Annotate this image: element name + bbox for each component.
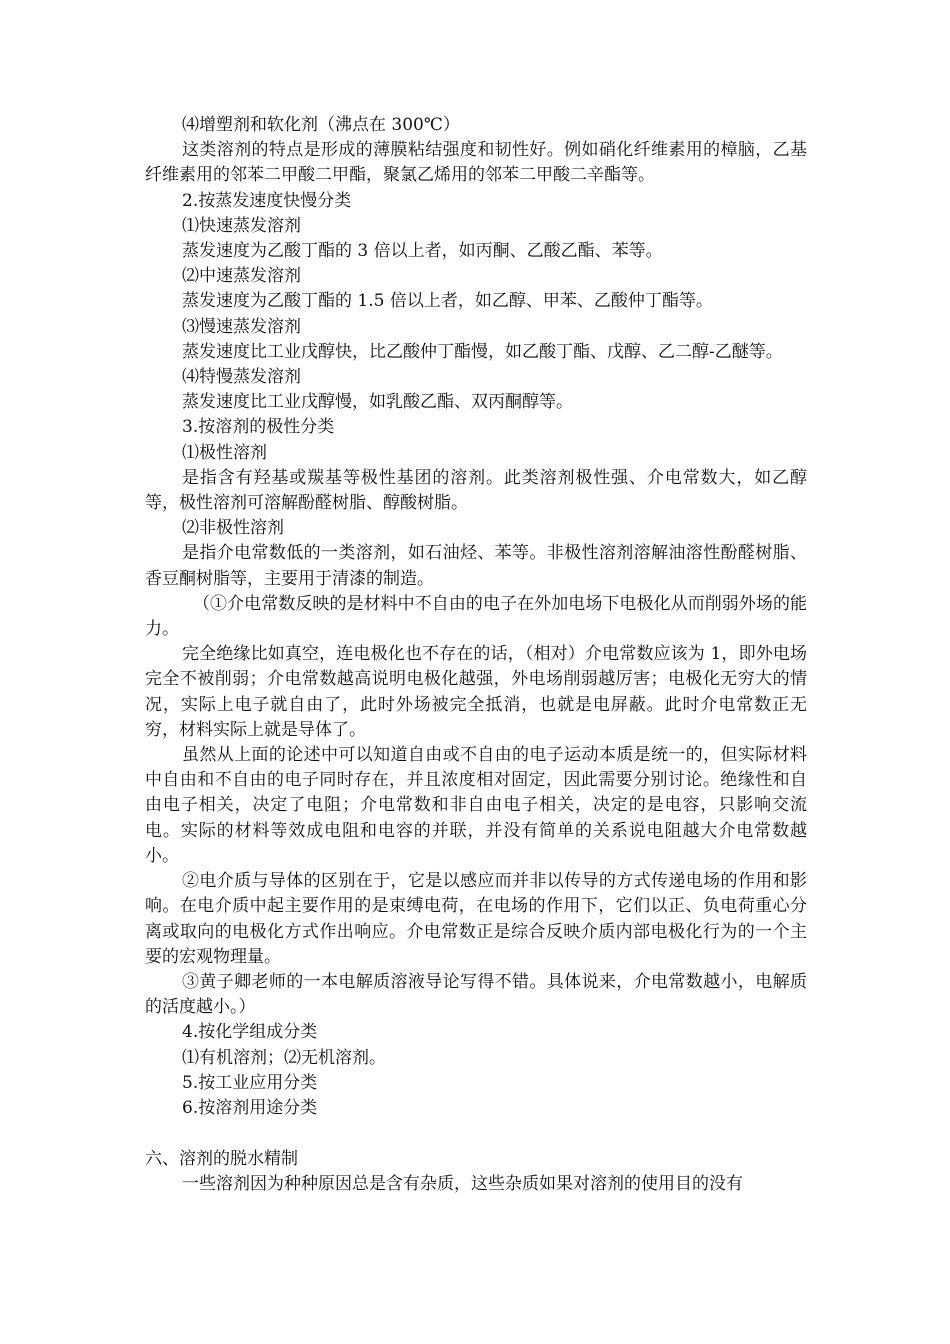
note-paragraph: ③黄子卿老师的一本电解质溶液导论写得不错。具体说来，介电常数越小，电解质的活度越小。） — [145, 971, 807, 1018]
section-heading: 2.按蒸发速度快慢分类 — [182, 190, 352, 211]
paragraph: 一些溶剂因为种种原因总是含有杂质，这些杂质如果对溶剂的使用目的没有 — [182, 1174, 743, 1195]
paragraph: 蒸发速度比工业戊醇慢，如乳酸乙酯、双丙酮醇等。 — [182, 392, 573, 413]
section-heading: 4.按化学组成分类 — [182, 1022, 318, 1043]
note-paragraph: ②电介质与导体的区别在于，它是以感应而并非以传导的方式传递电场的作用和影响。在电介质中起主要作用的是束缚电荷，在电场的作用下，它们以正、负电荷重心分离或取向的电极化方式作出响应。介电常数正是综合反映介质内部电极化行为的一个主要的宏观物理量。 — [145, 871, 807, 967]
section-heading: 3.按溶剂的极性分类 — [182, 417, 335, 438]
subheading: ⑷特慢蒸发溶剂 — [182, 367, 301, 388]
section-heading: 5.按工业应用分类 — [182, 1072, 318, 1093]
paragraph: ⑷增塑剂和软化剂（沸点在 300℃） — [182, 115, 460, 135]
subheading: ⑵中速蒸发溶剂 — [182, 266, 301, 287]
subheading: ⑶慢速蒸发溶剂 — [182, 316, 301, 337]
paragraph: 是指介电常数低的一类溶剂，如石油烃、苯等。非极性溶剂溶解油溶性酚醛树脂、香豆酮树脂等，主要用于清漆的制造。 — [145, 543, 807, 589]
document-body — [145, 113, 807, 1198]
note-paragraph: 完全绝缘比如真空，连电极化也不存在的话，（相对）介电常数应该为 1，即外电场完全不被削弱；介电常数越高说明电极化越强，外电场削弱越厉害；电极化无穷大的情况，实际上电子就自由了，此时外场被完全抵消，也就是电屏蔽。此时介电常数正无穷，材料实际上就是导体了。 — [145, 644, 807, 740]
subheading: ⑵非极性溶剂 — [182, 518, 284, 539]
paragraph: 蒸发速度为乙酸丁酯的 3 倍以上者，如丙酮、乙酸乙酯、苯等。 — [182, 241, 663, 262]
chapter-heading: 六、溶剂的脱水精制 — [145, 1149, 298, 1170]
paragraph: 蒸发速度比工业戊醇快，比乙酸仲丁酯慢，如乙酸丁酯、戊醇、乙二醇-乙醚等。 — [182, 341, 783, 362]
paragraph: ⑴有机溶剂；⑵无机溶剂。 — [182, 1047, 386, 1068]
paragraph: 这类溶剂的特点是形成的薄膜粘结强度和韧性好。例如硝化纤维素用的樟脑，乙基纤维素用的邻苯二甲酸二甲酯，聚氯乙烯用的邻苯二甲酸二辛酯等。 — [145, 140, 807, 186]
section-heading: 6.按溶剂用途分类 — [182, 1097, 318, 1118]
paragraph: 是指含有羟基或羰基等极性基团的溶剂。此类溶剂极性强、介电常数大，如乙醇等，极性溶剂可溶解酚醛树脂、醇酸树脂。 — [145, 467, 807, 514]
note-paragraph: （①介电常数反映的是材料中不自由的电子在外加电场下电极化从而削弱外场的能力。 — [145, 593, 807, 640]
note-paragraph: 虽然从上面的论述中可以知道自由或不自由的电子运动本质是统一的，但实际材料中自由和不自由的电子同时存在，并且浓度相对固定，因此需要分别讨论。绝缘性和自由电子相关，决定了电阻；介电常数和非自由电子相关，决定的是电容，只影响交流电。实际的材料等效成电阻和电容的并联，并没有简单的关系说电阻越大介电常数越小。 — [145, 745, 807, 866]
subheading: ⑴极性溶剂 — [182, 442, 267, 463]
paragraph: 蒸发速度为乙酸丁酯的 1.5 倍以上者，如乙醇、甲苯、乙酸仲丁酯等。 — [182, 291, 713, 312]
subheading: ⑴快速蒸发溶剂 — [182, 215, 301, 236]
